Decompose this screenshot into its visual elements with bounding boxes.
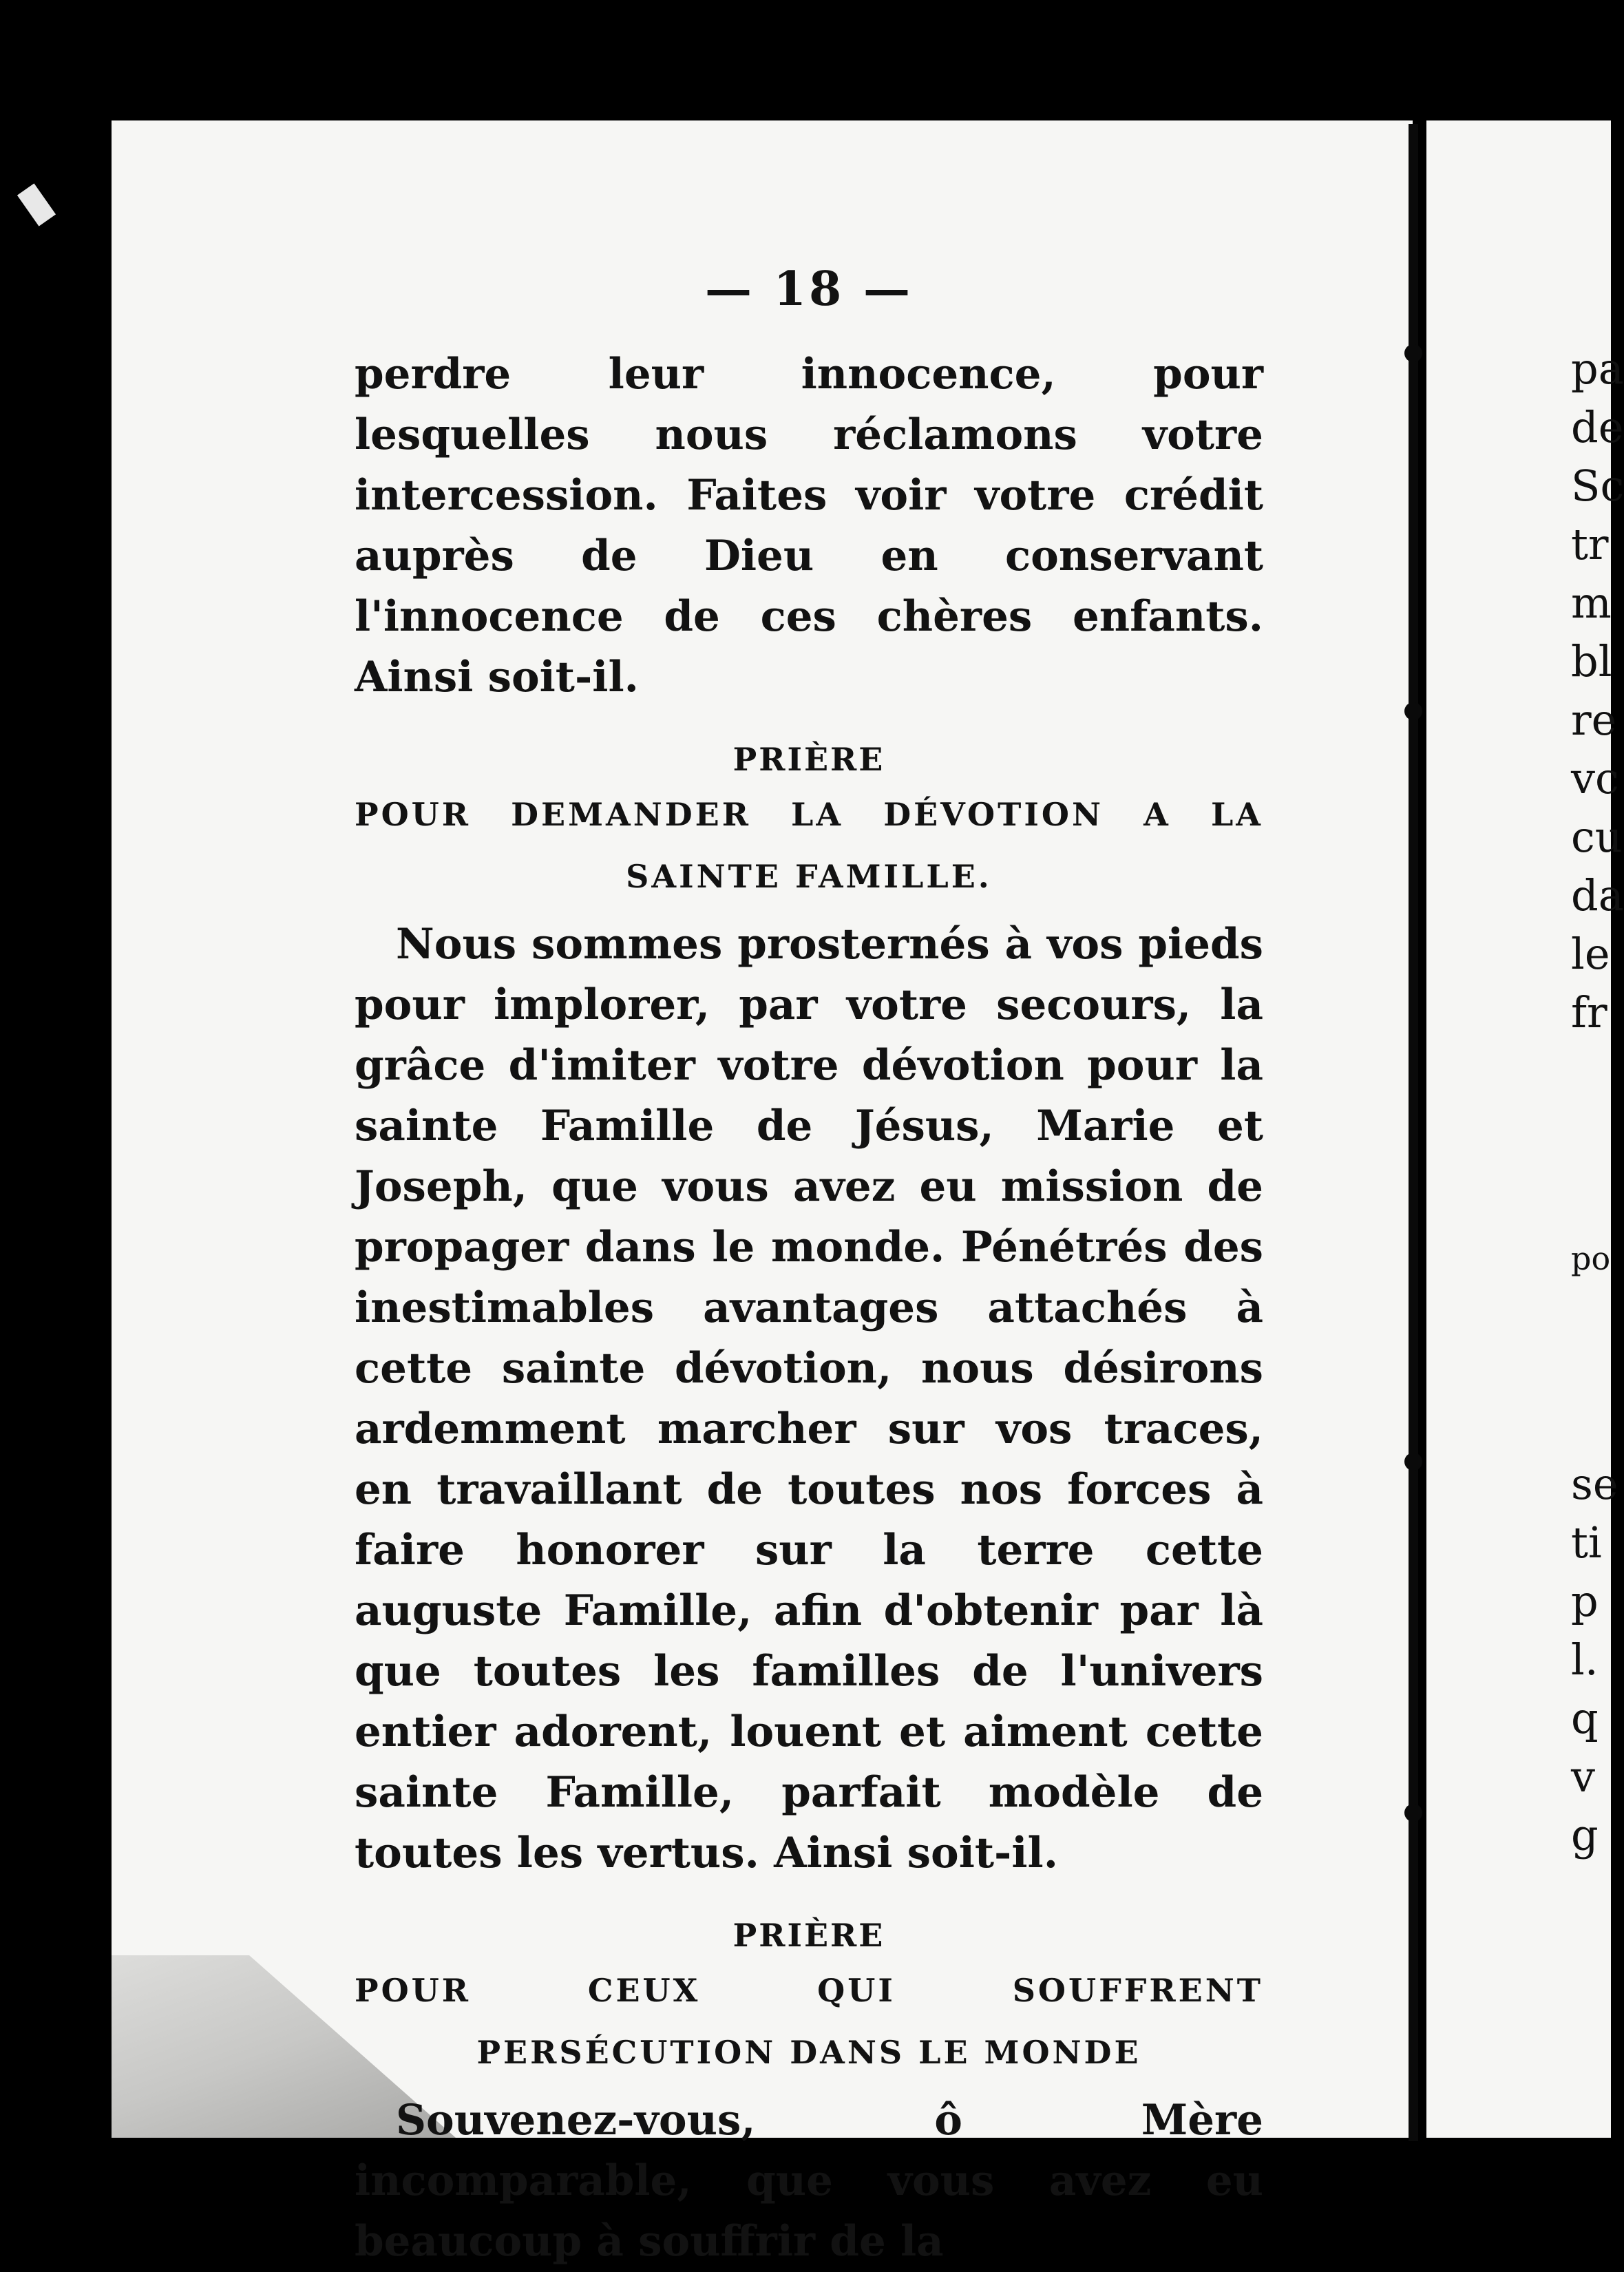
next-page-fragment: q [1571,1693,1599,1743]
prayer-subheading: POUR DEMANDER LA DÉVOTION A LA SAINTE FAMILLE. [355,796,1263,895]
next-page-fragment: le [1571,929,1610,979]
book-gutter [1409,124,1418,2141]
paragraph: Souvenez-vous, ô Mère incomparable, que vous avez eu beaucoup à souffrir de la [355,2096,1263,2266]
gutter-pin [1404,1804,1422,1822]
page-text [355,262,1263,2272]
next-page-fragment: bl [1571,636,1612,686]
next-page-fragment: l. [1571,1634,1599,1685]
next-page-fragment: vc [1571,753,1619,803]
next-page-fragment: se [1571,1459,1618,1509]
next-page-fragment: Sc [1571,461,1624,511]
prayer-heading: PRIÈRE [732,741,885,778]
prayer-heading: PRIÈRE [732,1917,885,1954]
prayer-subheading: POUR CEUX QUI SOUFFRENT PERSÉCUTION DANS LE MONDE [355,1972,1263,2071]
next-page-fragment: g [1571,1810,1599,1860]
next-page-fragment: v [1571,1752,1596,1802]
gutter-pin [1404,1453,1422,1471]
paragraph: perdre leur innocence, pour lesquelles nous réclamons votre intercession. Faites voir votre crédit auprès de Dieu en conservant l'innocence de ces chères enfants. Ainsi soit-il. [355,350,1263,702]
next-page-fragment: tr [1571,519,1609,569]
next-page-fragment: da [1571,870,1624,921]
paragraph: Nous sommes prosternés à vos pieds pour implorer, par votre secours, la grâce d'imiter votre dévotion pour la sainte Famille de Jésus, Marie et Joseph, que vous avez eu mission de propager dans le monde. Pénétrés des inestimables avantages attachés à cette sainte dévotion, nous désirons ardemment marcher sur vos traces, en travaillant de toutes nos forces à faire honorer sur la terre cette auguste Famille, afin d'obtenir par là que toutes les familles de l'univers entier adorent, louent et aiment cette sainte Famille, parfait modèle de toutes les vertus. Ainsi soit-il. [355,920,1263,1877]
next-page-fragment: pa [1571,344,1624,394]
scan-edge-mark [17,183,56,226]
next-page-fragment: m [1571,578,1612,628]
next-page-fragment: cu [1571,812,1623,862]
page-number: — 18 — [705,262,913,317]
next-page-fragment: fr [1571,987,1607,1038]
next-page-fragment: de [1571,402,1624,452]
gutter-pin [1404,702,1422,720]
next-page-fragment: p [1571,1576,1599,1626]
next-page-edge [1426,120,1624,2138]
next-page-fragment: re [1571,695,1617,745]
gutter-pin [1404,344,1422,362]
next-page-fragment: ti [1571,1517,1602,1568]
next-page-fragment: po [1571,1240,1611,1277]
